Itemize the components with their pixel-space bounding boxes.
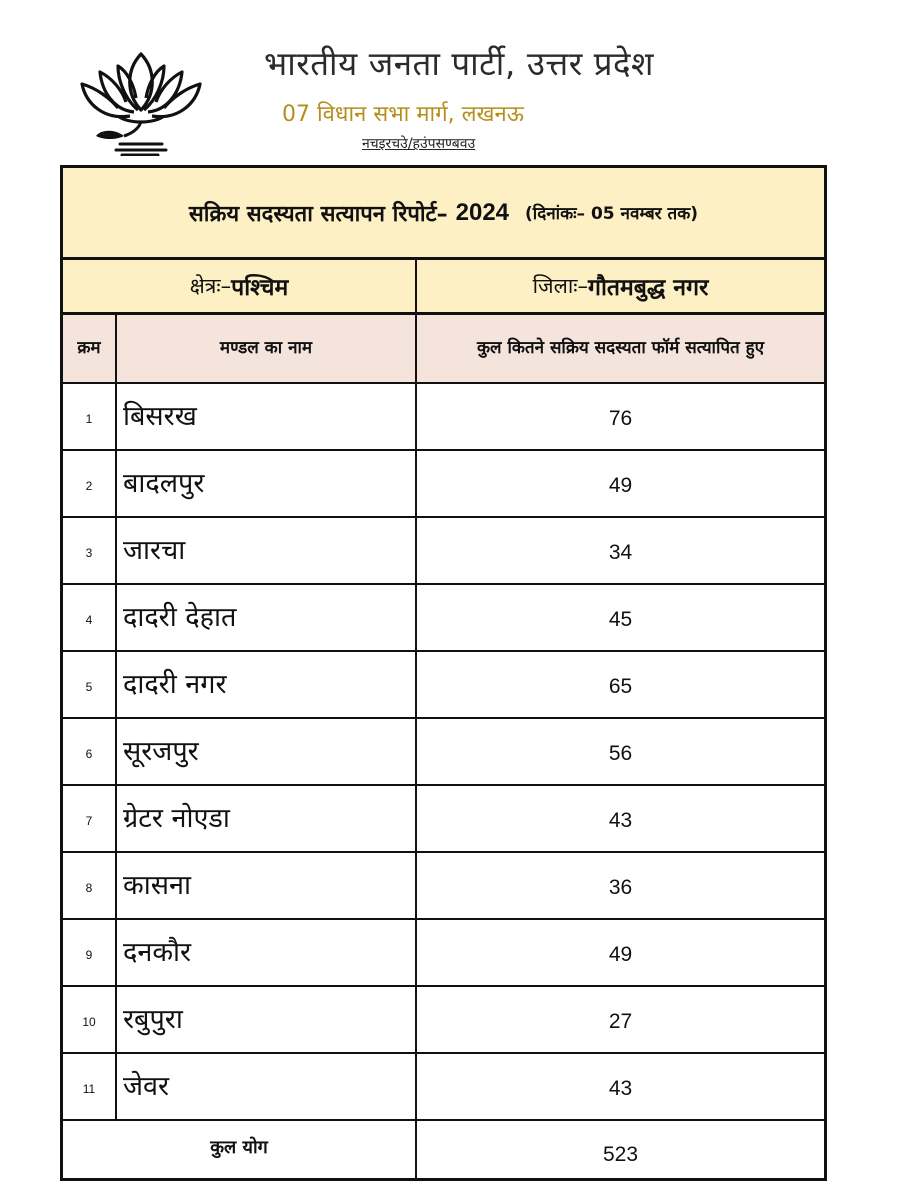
- header-count: कुल कितने सक्रिय सदस्यता फॉर्म सत्यापित हुए: [476, 338, 765, 359]
- row-name: जारचा: [117, 518, 417, 583]
- row-sn: 7: [63, 786, 117, 851]
- row-count: 34: [608, 540, 633, 564]
- header-sn: क्रम: [63, 315, 117, 382]
- row-sn: 8: [63, 853, 117, 918]
- row-count: 76: [608, 406, 633, 430]
- table-row: [63, 786, 824, 853]
- table-row: [63, 585, 824, 652]
- row-name: कासना: [117, 853, 417, 918]
- row-count: 45: [608, 607, 633, 631]
- row-count: 43: [608, 1076, 633, 1100]
- report-date-note: (दिनांकः– 05 नवम्बर तक): [525, 204, 699, 224]
- row-name: दनकौर: [117, 920, 417, 985]
- table-row: [63, 451, 824, 518]
- row-sn: 9: [63, 920, 117, 985]
- row-name: जेवर: [117, 1054, 417, 1119]
- row-count: 27: [608, 1009, 633, 1033]
- table-body: [63, 384, 824, 1181]
- org-name: भारतीय जनता पार्टी, उत्तर प्रदेश: [264, 44, 654, 83]
- row-name: बिसरख: [117, 384, 417, 449]
- row-name: दादरी नगर: [117, 652, 417, 717]
- total-row: [63, 1121, 824, 1181]
- org-handle: नचइरचउे/हउंपसण्बवउ: [362, 136, 476, 152]
- row-sn: 3: [63, 518, 117, 583]
- row-sn: 2: [63, 451, 117, 516]
- total-value: 523: [602, 1143, 639, 1166]
- row-count: 36: [608, 875, 633, 899]
- table-row: [63, 384, 824, 451]
- row-count: 56: [608, 741, 633, 765]
- table-row: [63, 920, 824, 987]
- org-address: 07 विधान सभा मार्ग, लखनऊ: [282, 102, 524, 127]
- report-title-row: [63, 168, 824, 260]
- header-name: मण्डल का नाम: [117, 315, 417, 382]
- row-name: सूरजपुर: [117, 719, 417, 784]
- table-row: [63, 853, 824, 920]
- row-sn: 1: [63, 384, 117, 449]
- district-value: गौतमबुद्ध नगर: [588, 275, 709, 301]
- row-sn: 11: [63, 1054, 117, 1119]
- report-meta-row: [63, 260, 824, 315]
- row-name: दादरी देहात: [117, 585, 417, 650]
- row-name: ग्रेटर नोएडा: [117, 786, 417, 851]
- district-label: जिलाः–: [532, 274, 589, 298]
- table-row: [63, 518, 824, 585]
- region-cell: [63, 260, 417, 312]
- region-label: क्षेत्रः–: [189, 274, 232, 298]
- district-cell: [417, 260, 824, 312]
- table-row: [63, 652, 824, 719]
- region-value: पश्चिम: [231, 275, 289, 301]
- table-row: [63, 1054, 824, 1121]
- row-count: 43: [608, 808, 633, 832]
- table-row: [63, 719, 824, 786]
- row-count: 49: [608, 473, 633, 497]
- row-sn: 6: [63, 719, 117, 784]
- row-count: 65: [608, 674, 633, 698]
- row-sn: 5: [63, 652, 117, 717]
- table-row: [63, 987, 824, 1054]
- table-header-row: [63, 315, 824, 384]
- report-year: 2024: [455, 198, 510, 226]
- row-count: 49: [608, 942, 633, 966]
- report-title: सक्रिय सदस्यता सत्यापन रिपोर्ट–: [188, 201, 448, 227]
- total-label: कुल योग: [63, 1121, 417, 1181]
- report-table: [60, 165, 827, 1181]
- row-name: बादलपुर: [117, 451, 417, 516]
- row-sn: 4: [63, 585, 117, 650]
- row-name: रबुपुरा: [117, 987, 417, 1052]
- lotus-icon: [78, 50, 204, 156]
- row-sn: 10: [63, 987, 117, 1052]
